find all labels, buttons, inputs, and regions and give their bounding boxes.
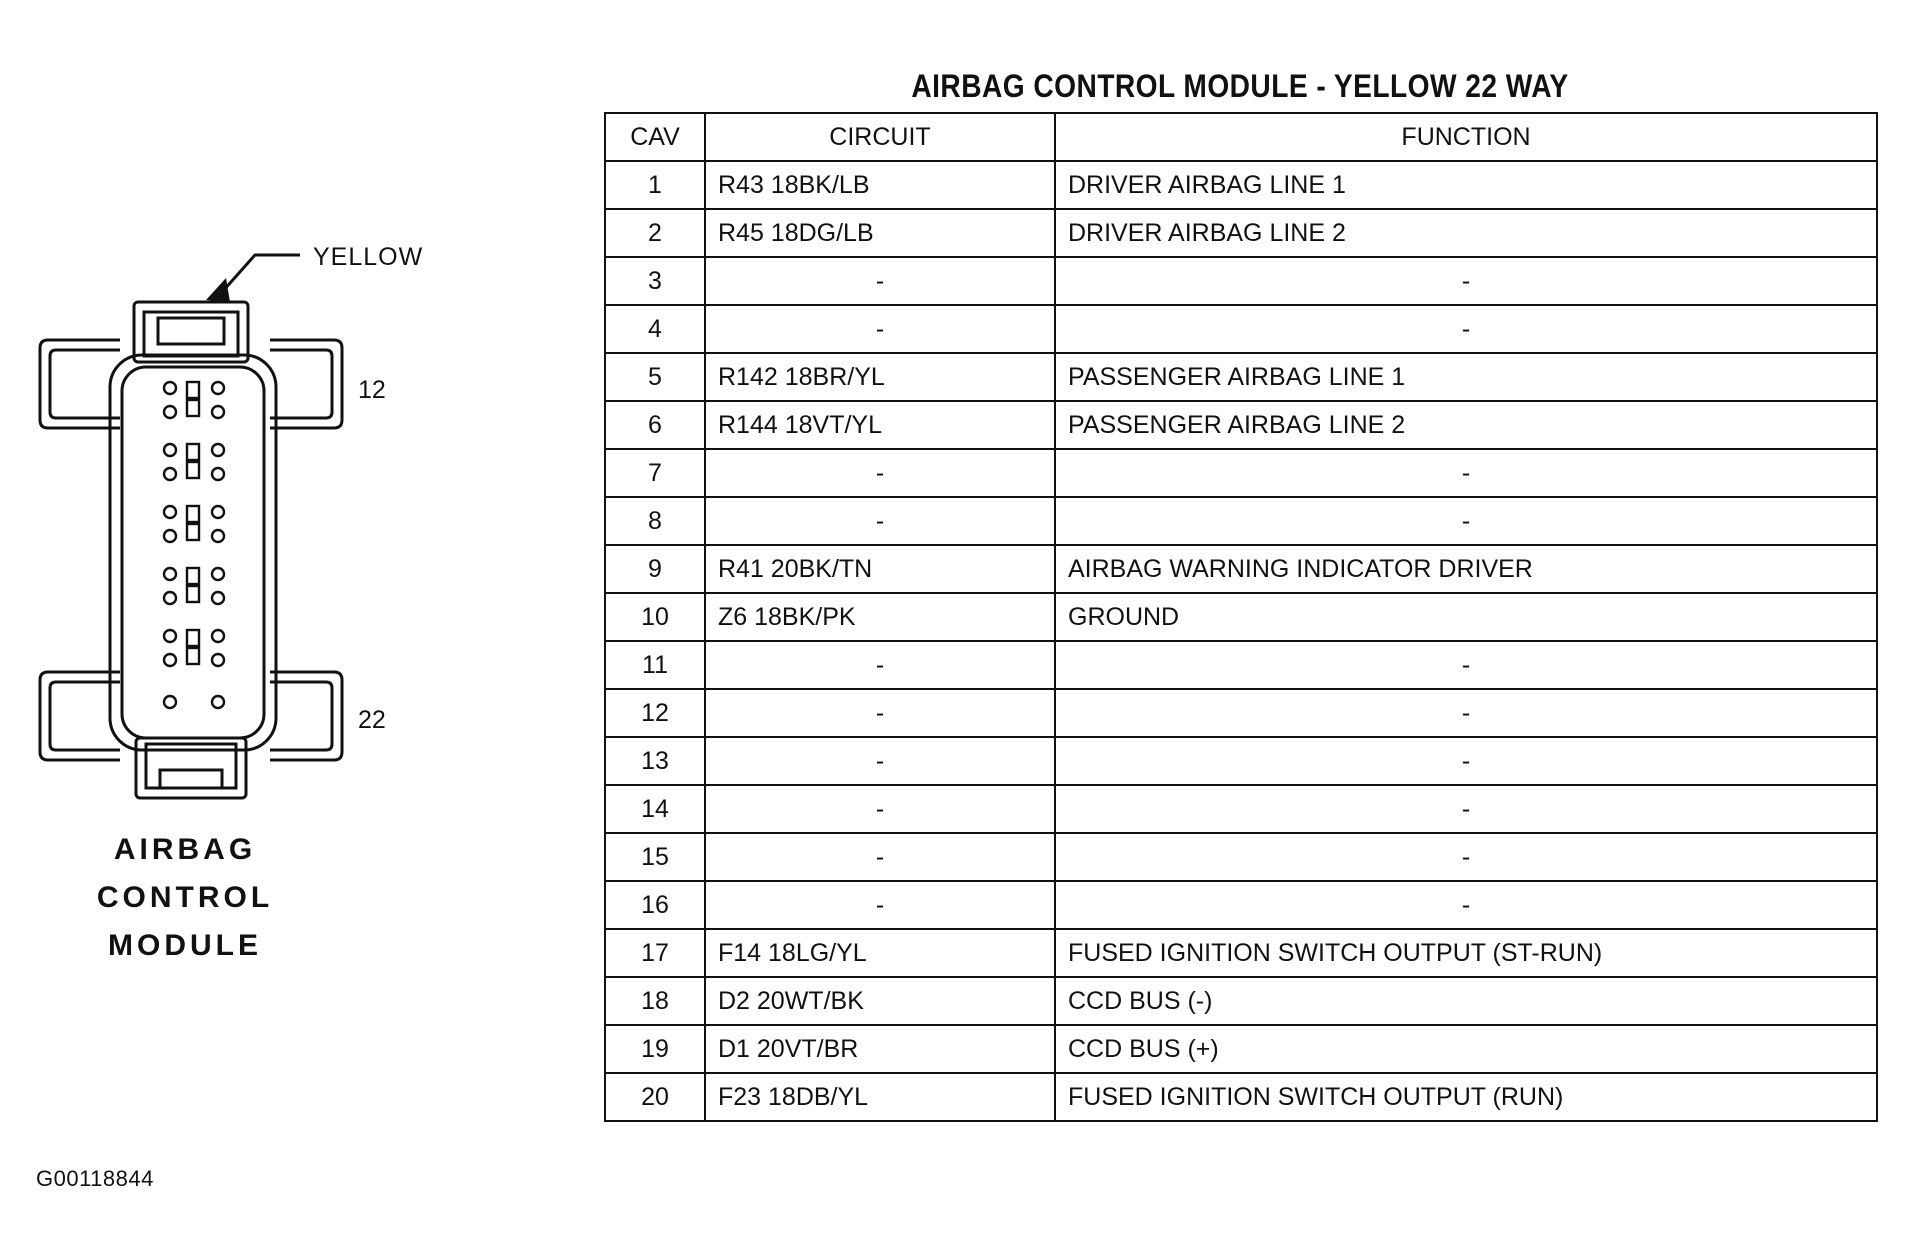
function-cell: - [1055,497,1877,545]
circuit-cell: R41 20BK/TN [705,545,1055,593]
function-cell: - [1055,641,1877,689]
pin-cavity [164,444,176,456]
cav-cell: 2 [605,209,705,257]
function-cell: FUSED IGNITION SWITCH OUTPUT (ST-RUN) [1055,929,1877,977]
cav-cell: 17 [605,929,705,977]
pin-label-12: 12 [358,376,386,404]
circuit-cell: - [705,785,1055,833]
pin-cavity [164,696,176,708]
cav-cell: 16 [605,881,705,929]
function-cell: GROUND [1055,593,1877,641]
yellow-callout-arrow [206,255,300,302]
table-row [605,689,1877,737]
pin-divider [187,400,199,416]
table-row [605,545,1877,593]
function-cell: - [1055,833,1877,881]
color-callout-label: YELLOW [313,243,424,271]
table-row [605,785,1877,833]
cav-cell: 18 [605,977,705,1025]
table-row [605,881,1877,929]
pin-cavity [164,592,176,604]
circuit-cell: - [705,737,1055,785]
pin-divider [187,586,199,602]
circuit-cell: D2 20WT/BK [705,977,1055,1025]
module-name-label [60,826,310,970]
function-cell: FUSED IGNITION SWITCH OUTPUT (RUN) [1055,1073,1877,1121]
pin-cavity [164,382,176,394]
module-name-line-2: CONTROL [96,881,274,914]
pin-cavity [164,654,176,666]
pin-cavity [164,406,176,418]
cav-cell: 20 [605,1073,705,1121]
cav-cell: 19 [605,1025,705,1073]
cav-cell: 13 [605,737,705,785]
connector-latches [40,340,342,760]
module-name-line-1: AIRBAG [113,833,257,866]
header-cav: CAV [605,113,705,161]
circuit-cell: R142 18BR/YL [705,353,1055,401]
cav-cell: 9 [605,545,705,593]
circuit-cell: R43 18BK/LB [705,161,1055,209]
function-cell: DRIVER AIRBAG LINE 1 [1055,161,1877,209]
pin-divider [187,382,199,398]
pin-cavity [212,592,224,604]
circuit-cell: Z6 18BK/PK [705,593,1055,641]
cav-cell: 10 [605,593,705,641]
header-function: FUNCTION [1055,113,1877,161]
table-title: AIRBAG CONTROL MODULE - YELLOW 22 WAY [911,68,1569,104]
pin-cavity [212,654,224,666]
pin-cavity [212,468,224,480]
table-row [605,497,1877,545]
pin-cavity [212,506,224,518]
pin-divider [187,648,199,664]
cav-cell: 12 [605,689,705,737]
circuit-cell: - [705,497,1055,545]
cav-cell: 8 [605,497,705,545]
table-row [605,737,1877,785]
module-name-line-3: MODULE [108,929,262,962]
cav-cell: 11 [605,641,705,689]
circuit-cell: - [705,641,1055,689]
pin-divider [187,444,199,460]
table-row [605,929,1877,977]
cav-cell: 5 [605,353,705,401]
table-row [605,1025,1877,1073]
pin-cavity [164,468,176,480]
cav-cell: 6 [605,401,705,449]
circuit-cell: - [705,833,1055,881]
function-cell: PASSENGER AIRBAG LINE 2 [1055,401,1877,449]
header-circuit: CIRCUIT [705,113,1055,161]
figure-id: G00118844 [36,1166,154,1191]
cav-cell: 1 [605,161,705,209]
pin-divider [187,568,199,584]
pin-cavity [164,568,176,580]
function-cell: - [1055,689,1877,737]
connector-diagram [0,0,440,820]
pin-cavity [212,530,224,542]
pin-cavity [212,382,224,394]
function-cell: PASSENGER AIRBAG LINE 1 [1055,353,1877,401]
circuit-cell: - [705,257,1055,305]
function-cell: AIRBAG WARNING INDICATOR DRIVER [1055,545,1877,593]
pinout-table [604,112,1878,1122]
connector-housing [110,355,276,750]
pin-cavity [212,696,224,708]
function-cell: - [1055,257,1877,305]
pin-cavity [164,530,176,542]
pin-label-22: 22 [358,706,386,734]
pin-cavity [212,630,224,642]
table-row [605,257,1877,305]
table-row [605,449,1877,497]
circuit-cell: R144 18VT/YL [705,401,1055,449]
function-cell: - [1055,737,1877,785]
circuit-cell: - [705,449,1055,497]
connector-top-tab [134,302,248,362]
table-header-row [605,113,1877,161]
table-row [605,209,1877,257]
circuit-cell: - [705,881,1055,929]
cav-cell: 4 [605,305,705,353]
function-cell: CCD BUS (-) [1055,977,1877,1025]
table-row [605,353,1877,401]
table-row [605,641,1877,689]
circuit-cell: - [705,305,1055,353]
function-cell: - [1055,305,1877,353]
pin-cavity [212,406,224,418]
pin-divider [187,506,199,522]
pin-cavity [164,506,176,518]
circuit-cell: - [705,689,1055,737]
table-row [605,977,1877,1025]
circuit-cell: D1 20VT/BR [705,1025,1055,1073]
table-row [605,401,1877,449]
circuit-cell: F23 18DB/YL [705,1073,1055,1121]
function-cell: DRIVER AIRBAG LINE 2 [1055,209,1877,257]
pin-divider [187,630,199,646]
cav-cell: 15 [605,833,705,881]
table-row [605,1073,1877,1121]
pin-cavities [164,382,224,708]
table-row [605,833,1877,881]
table-row [605,305,1877,353]
pin-cavity [164,630,176,642]
function-cell: - [1055,881,1877,929]
connector-bottom-tab [136,738,246,798]
cav-cell: 14 [605,785,705,833]
pin-divider [187,524,199,540]
function-cell: CCD BUS (+) [1055,1025,1877,1073]
cav-cell: 3 [605,257,705,305]
circuit-cell: F14 18LG/YL [705,929,1055,977]
function-cell: - [1055,449,1877,497]
circuit-cell: R45 18DG/LB [705,209,1055,257]
table-row [605,593,1877,641]
function-cell: - [1055,785,1877,833]
cav-cell: 7 [605,449,705,497]
pin-cavity [212,568,224,580]
table-row [605,161,1877,209]
pin-divider [187,462,199,478]
pin-cavity [212,444,224,456]
